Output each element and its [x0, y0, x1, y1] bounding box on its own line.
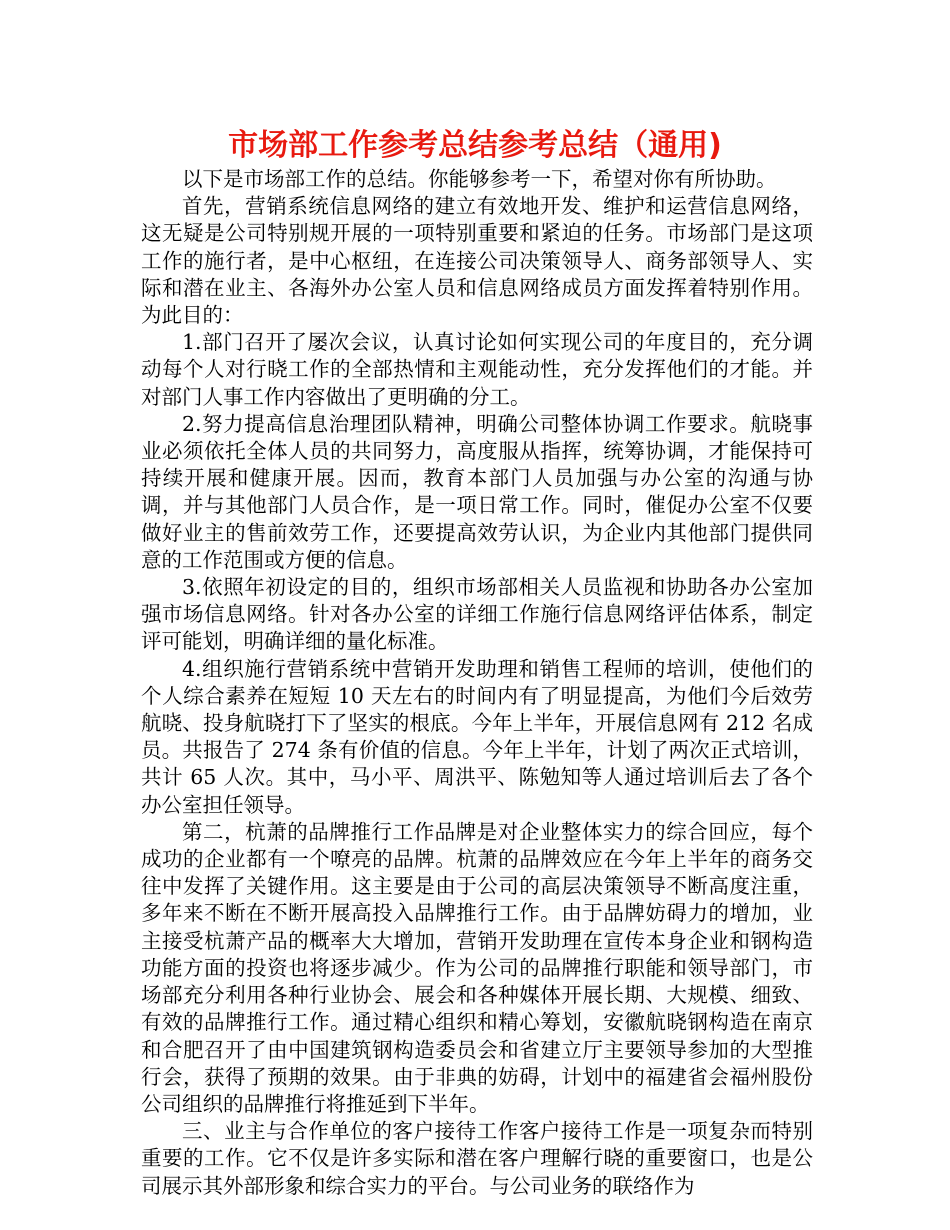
paragraph-second: 第二，杭萧的品牌推行工作品牌是对企业整体实力的综合回应，每个成功的企业都有一个嘹亮的品牌。杭萧的品牌效应在今年上半年的商务交往中发挥了关键作用。这主要是由于公司的高层决策领导不断高度注重，多年来不断在不断开展高投入品牌推行工作。由于品牌妨碍力的增加，业主接受杭萧产品的概率大大增加，营销开发助理在宣传本身企业和钢构造功能方面的投资也将逐步减少。作为公司的品牌推行职能和领导部门，市场部充分利用各种行业协会、展会和各种媒体开展长期、大规模、细致、有效的品牌推行工作。通过精心组织和精心筹划，安徽航晓钢构造在南京和合肥召开了由中国建筑钢构造委员会和省建立厅主要领导参加的大型推行会，获得了预期的效果。由于非典的妨碍，计划中的福建省会福州股份公司组织的品牌推行将推延到下半年。 [141, 819, 813, 1116]
paragraph-third: 三、业主与合作单位的客户接待工作客户接待工作是一项复杂而特别重要的工作。它不仅是许多实际和潜在客户理解行晓的重要窗口，也是公司展示其外部形象和综合实力的平台。与公司业务的联络作为 [141, 1119, 813, 1198]
paragraph-item-1: 1.部门召开了屡次会议，认真讨论如何实现公司的年度目的，充分调动每个人对行晓工作的全部热情和主观能动性，充分发挥他们的才能。并对部门人事工作内容做出了更明确的分工。 [141, 330, 813, 409]
paragraph-item-4: 4.组织施行营销系统中营销开发助理和销售工程师的培训，使他们的个人综合素养在短短 10 天左右的时间内有了明显提高，为他们今后效劳航晓、投身航晓打下了坚实的根底。今年上半年，开展信息网有 212 名成员。共报告了 274 条有价值的信息。今年上半年，计划了两次正式培训，共计 65 人次。其中，马小平、周洪平、陈勉知等人通过培训后去了各个办公室担任领导。 [141, 656, 813, 817]
document-body [141, 166, 813, 1200]
paragraph-item-3: 3.依照年初设定的目的，组织市场部相关人员监视和协助各办公室加强市场信息网络。针对各办公室的详细工作施行信息网络评估体系，制定评可能划，明确详细的量化标准。 [141, 575, 813, 654]
document-title: 市场部工作参考总结参考总结（通用) [228, 128, 722, 163]
paragraph-intro: 以下是市场部工作的总结。你能够参考一下，希望对你有所协助。 [182, 167, 777, 191]
paragraph-item-2: 2.努力提高信息治理团队精神，明确公司整体协调工作要求。航晓事业必须依托全体人员的共同努力，高度服从指挥，统筹协调，才能保持可持续开展和健康开展。因而，教育本部门人员加强与办公室的沟通与协调，并与其他部门人员合作，是一项日常工作。同时，催促办公室不仅要做好业主的售前效劳工作，还要提高效劳认识，为企业内其他部门提供同意的工作范围或方便的信息。 [141, 411, 813, 572]
paragraph-first: 首先，营销系统信息网络的建立有效地开发、维护和运营信息网络，这无疑是公司特别规开展的一项特别重要和紧迫的任务。市场部门是这项工作的施行者，是中心枢纽，在连接公司决策领导人、商务部领导人、实际和潜在业主、各海外办公室人员和信息网络成员方面发挥着特别作用。为此目的： [141, 194, 813, 328]
